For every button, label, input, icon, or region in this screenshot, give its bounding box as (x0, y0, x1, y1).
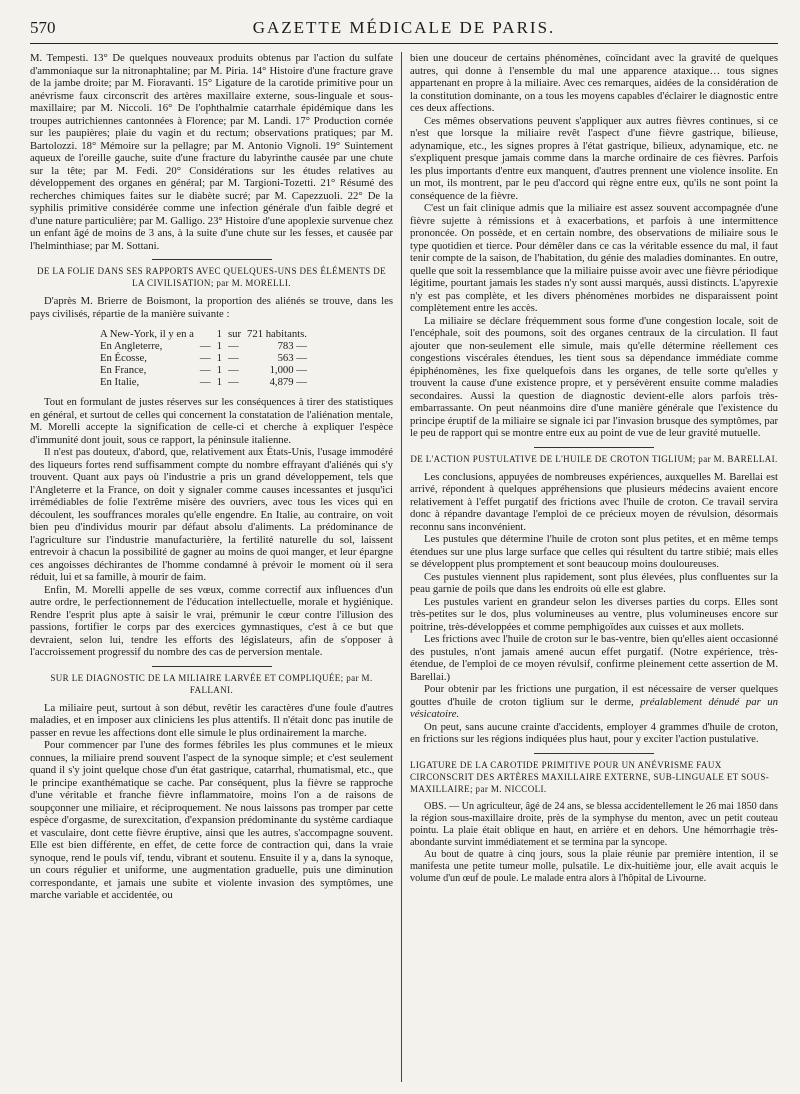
journal-title: GAZETTE MÉDICALE DE PARIS. (252, 18, 556, 37)
miliaire-paragraph-5: La miliaire se déclare fréquemment sous forme d'une congestion locale, soit de l'encéphale, soit des poumons, soit des organes centraux de la circulation. Il faut ajouter que non-seulement elle simule, mais qu'elle détermine réellement ces congestions viscérales étendues, les tient sous sa dépendance immédiate comme épiphénomènes, les fixe quelquefois dans les organes, de telle sorte qu'elles y trouvent la cause d'une existence propre, et y persévèrent ensuite comme maladies secondaires. Aussi la question de diagnostic devient-elle alors parfois très-embarrassante. On peut néanmoins dire d'une manière générale que l'existence du principe éruptif de la miliaire se signale ici par l'invasion brusque des symptômes, par le peu de rapport qui se montre entre eux au point de vue de leur gravité mutuelle. (410, 314, 778, 439)
statistics-cell-place: En Écosse, (100, 352, 147, 364)
croton-paragraph-7: On peut, sans aucune crainte d'accidents, employer 4 grammes d'huile de croton, en frictions sur les régions indiquées plus haut, pour y exciter l'action pustulative. (410, 720, 778, 745)
statistics-cell-one: 1 (216, 376, 222, 388)
miliaire-paragraph-4: C'est un fait clinique admis que la miliaire est assez souvent accompagnée d'une fièvre sujette à rémissions et à exacerbations, et parfois à une intermittence prononcée. On possède, et en certain nombre, des observations de miliaire sous le type quotidien et tierce. Pour démêler dans ce cas la véritable essence du mal, il faut tenir compte de la saison, de l'habitation, du génie des maladies dominantes. En outre, quelle que soit la ressemblance que la miliaire puisse avoir avec une fièvre périodique légitime, pourtant jamais les stades n'y sont aussi marqués, aussi distincts. L'apyrexie n'y est pas complète, et les divers phénomènes morbides ne disparaissent point complètement entre les accès. (410, 202, 778, 314)
observation-paragraph-1 (410, 801, 778, 849)
folie-paragraph-2: Tout en formulant de justes réserves sur les conséquences à tirer des statistiques en général, et surtout de celles qui concernent la constatation de l'aliénation mentale, M. Morelli accepte la signification de celle-ci et cherche à expliquer l'espèce d'immunité dont jouit, sous ce rapport, la péninsule italienne. (30, 396, 393, 446)
statistics-cell-sur: — (227, 376, 239, 388)
section-heading-miliaire: SUR LE DIAGNOSTIC DE LA MILIAIRE LARVÉE ET COMPLIQUÉE; par M. FALLANI. (50, 672, 373, 695)
statistics-cell-value: 4,879 — (269, 376, 307, 388)
right-column (410, 52, 778, 1090)
statistics-cell-place: A New-York, il y en a (100, 328, 194, 340)
observation-label: OBS. (424, 800, 447, 812)
statistics-cell-one: 1 (216, 328, 222, 340)
statistics-cell-one: 1 (216, 364, 222, 376)
statistics-cell-dash: — (199, 352, 211, 364)
page-header (30, 14, 778, 44)
statistics-cell-one: 1 (216, 340, 222, 352)
croton-paragraph-4: Les pustules varient en grandeur selon les diverses parties du corps. Elles sont très-petites sur le dos, plus volumineuses au ventre, plus volumineuses encore sur poitrine, très-développées et comme pemphigoïdes aux cuisses et aux mollets. (410, 595, 778, 633)
croton-paragraph-2: Les pustules que détermine l'huile de croton sont plus petites, et en même temps étendues sur une plus large surface que celles qui résultent du tartre stibié; mais elles se développent plus promptement et sont beaucoup moins douloureuses. (410, 533, 778, 570)
section-heading-ligature: LIGATURE DE LA CAROTIDE PRIMITIVE POUR UN ANÉVRISME FAUX CIRCONSCRIT DES ARTÈRES MAXILLAIRE EXTERNE, SUB-LINGUALE ET SOUS-MAXILLAIRE; par M. NICCOLI. (410, 759, 770, 794)
statistics-cell-dash (200, 328, 217, 340)
folie-paragraph-4: Enfin, M. Morelli appelle de ses vœux, comme correctif aux influences d'un autre ordre, le perfectionnement de l'éducation intellectuelle, morale et hygiénique. Rendre l'esprit plus apte à saisir le vrai, prémunir le cœur contre l'illusion des passions, fortifier le corps par des exercices gymnastiques, c'est à ce but que devraient, selon lui, tendre les efforts des législateurs, afin de s'opposer à l'accroissement progressif du nombre des cas de perversion mentale. (30, 583, 393, 658)
page-number: 570 (30, 18, 56, 37)
statistics-row (100, 352, 313, 364)
miliaire-paragraph-3: Ces mêmes observations peuvent s'appliquer aux autres fièvres continues, si ce n'est que lorsque la miliaire revêt l'aspect d'une fièvre gastrique, bilieuse, adynamique, etc., les signes propres à l'état gastrique, bilieux, adynamique, etc. ne s'expliquent presque jamais comme dans la marche ordinaire de ces fièvres. Parfois les plus importants d'entre eux manquent, d'autres prennent une violence insolite. En un mot, ils montrent, par le peu d'accord qui règne entre eux, qu'ils ne sont point la conséquence de la fièvre. (410, 114, 778, 202)
statistics-cell-place: En France, (100, 364, 147, 376)
statistics-cell-sur: — (227, 340, 239, 352)
statistics-cell-value: 1,000 — (269, 364, 307, 376)
statistics-cell-dash: — (199, 340, 211, 352)
croton-paragraph-3: Ces pustules viennent plus rapidement, sont plus élevées, plus confluentes sur la peau garnie de poils que dans les endroits où elle est glabre. (410, 570, 778, 595)
section-heading-croton: DE L'ACTION PUSTULATIVE DE L'HUILE DE CROTON TIGLIUM; par M. BARELLAI. (410, 453, 778, 464)
statistics-cell-value: 721 habitants. (247, 328, 307, 340)
miliaire-continuation: bien une douceur de certains phénomènes, coïncidant avec la gravité de quelques autres, qui donne à l'ensemble du mal une apparence ataxique… tous signes appartenant en propre à la miliaire. Avec ces remarques, aidées de la considération de la constitution dominante, on a tous les moyens capables d'éclairer le diagnostic entre ces deux affections. (410, 52, 778, 114)
observation-text: — Un agriculteur, âgé de 24 ans, se blessa accidentellement le 26 mai 1850 dans la région sous-maxillaire droite, près de la symphyse du menton, avec un petit couteau pointu. La plaie était oblique en haut, en arrière et en dehors. Une hémorrhagie très-abondante survint immédiatement et se termina par la syncope. (410, 800, 778, 848)
column-divider (401, 52, 402, 1082)
section-heading-folie: DE LA FOLIE DANS SES RAPPORTS AVEC QUELQUES-UNS DES ÉLÉMENTS DE LA CIVILISATION; par M. MORELLI. (36, 266, 387, 288)
statistics-row (100, 364, 313, 376)
section-rule (152, 259, 272, 260)
miliaire-paragraph-1: La miliaire peut, surtout à son début, revêtir les caractères d'une foule d'autres maladies, et en imposer aux cliniciens les plus attentifs. Il n'était donc pas inutile de passer en revue les affections dont elle simule le plus ordinairement la marche. (30, 701, 393, 739)
section-rule (152, 666, 272, 667)
statistics-cell-place: En Angleterre, (100, 340, 163, 352)
folie-intro: D'après M. Brierre de Boismont, la proportion des aliénés se trouve, dans les pays civilisés, répartie de la manière suivante : (30, 295, 393, 320)
statistics-cell-sur: — (227, 364, 239, 376)
statistics-row (100, 340, 313, 352)
statistics-cell-place: En Italie, (100, 376, 140, 388)
section-rule (534, 753, 654, 754)
publication-list: M. Tempesti. 13° De quelques nouveaux produits obtenus par l'action du sulfate d'ammoniaque sur la nitronaphtaline; par M. Piria. 14° Histoire d'une fracture grave de la jambe droite; par M. Fioravanti. 15° Ligature de la carotide primitive pour un anévrisme faux circonscrit des artères maxillaire externe, sous-linguale et sous-maxillaire; par M. Niccoli. 16° De l'ophthalmie catarrhale épidémique dans les troupes autrichiennes cantonnées à Florence; par M. Landi. 17° Production cornée sur les paupières; plaie du vagin et du rectum; observations pratiques; par M. Bartolozzi. 18° Mémoire sur la pellagre; par M. Antonio Vignoli. 19° Suintement aqueux de l'oreille gauche, suite d'une fracture du labyrinthe causée par une chute sur la tête; par M. Fedi. 20° Considérations sur les études relatives au développement des organes en général; par M. Targioni-Tozetti. 21° Résumé des recherches chimiques faites sur le diabète sucré; par M. Capezzuoli. 22° De la syphilis primitive considérée comme une infection générale d'un faible degré et d'une nature particulière; par M. Galligo. 23° Histoire d'une apoplexie survenue chez un enfant âgé de moins de 3 ans, à la suite d'une chute sur les fesses, et causée par l'helminthiase; par M. Sottani. (30, 52, 393, 252)
observation-block (410, 801, 778, 885)
statistics-cell-one: 1 (216, 352, 222, 364)
croton-p6-emphasis: préalablement dénudé par un vésicatoire. (410, 695, 778, 720)
croton-p6-text: Pour obtenir par les frictions une purgation, il est nécessaire de verser quelques gouttes d'huile de croton tiglium sur le derme, (410, 683, 778, 708)
section-rule (534, 447, 654, 448)
statistics-cell-sur: sur (227, 328, 241, 340)
statistics-cell-value: 783 — (277, 340, 307, 352)
croton-paragraph-6 (410, 683, 778, 721)
statistics-cell-value: 563 — (277, 352, 307, 364)
statistics-row (100, 328, 313, 340)
observation-paragraph-2: Au bout de quatre à cinq jours, sous la plaie réunie par première intention, il se manifesta une petite tumeur molle, pulsatile. Le dix-huitième jour, elle avait acquis le volume d'un œuf de poule. Le malade entra alors à l'hôpital de Livourne. (410, 848, 778, 884)
statistics-cell-sur: — (227, 352, 239, 364)
left-column (30, 52, 393, 1090)
miliaire-paragraph-2: Pour commencer par l'une des formes fébriles les plus communes et le mieux connues, la miliaire prend souvent l'aspect de la synoque simple; et c'est seulement quand il s'y joint quelque chose d'un état gastrique, catarrhal, rhumatismal, etc., que le principe exanthématique se cache. Par conséquent, plus la fièvre se rapproche d'une véritable et franche fièvre inflammatoire, moins l'on a de raisons de soupçonner une miliaire, et réciproquement. Ne nous laissons pas tromper par cette espèce d'orgasme, de surexcitation, d'expansion prédominante du système cardiaque et vasculaire, dont cette fièvre éruptive, ainsi que les autres, s'accompagne souvent. Elle est bien différente, en effet, de cette force de contraction qui, dans la vraie synoque, rend le pouls vif, tendu, vibrant et soutenu. Ensuite il y a, dans la synoque, un cours régulier et uniforme, une augmentation graduelle, puis une diminution correspondante, et jamais une subite et violente invasion des symptômes, une marche variable et accidentée, ou (30, 739, 393, 901)
statistics-row (100, 376, 313, 388)
statistics-cell-dash: — (199, 376, 211, 388)
folie-paragraph-3: Il n'est pas douteux, d'abord, que, relativement aux États-Unis, l'usage immodéré des liqueurs fortes rend suffisamment compte du nombre effrayant d'aliénés qui s'y trouvent. Quant aux pays où l'industrie a pris un grand développement, tels que l'Angleterre et la France, on doit y signaler comme causes incessantes et jusqu'ici irrémédiables de folie l'extrême misère des ouvriers, avec tous les vices qui en découlent, les souffrances morales qu'elle engendre. En Italie, au contraire, on voit bien peu d'individus mourir par défaut absolu d'aliments. La prédominance de l'agriculture sur l'industrie manufacturière, la fertilité naturelle du sol, laissent entrevoir à chacun la possibilité de gagner au moins de quoi manger, et leur épargne ces angoisses déchirantes de l'homme condamné à prévoir le moment où il sera réduit, lui et sa famille, à mourir de faim. (30, 446, 393, 583)
croton-paragraph-1: Les conclusions, appuyées de nombreuses expériences, auxquelles M. Barellai est arrivé, répondent à quelques appréhensions que plusieurs médecins avaient encore relativement à l'effet purgatif des frictions avec l'huile de croton. Ce travail servira donc à répandre davantage l'emploi de ce précieux moyen de révulsion, désormais reconnu sans inconvénient. (410, 470, 778, 533)
statistics-cell-dash: — (199, 364, 211, 376)
header-rule (30, 43, 778, 44)
insanity-statistics-table (100, 328, 313, 388)
croton-paragraph-5: Les frictions avec l'huile de croton sur le bas-ventre, bien qu'elles aient occasionné des pustules, n'ont jamais amené aucun effet purgatif. (Notre expérience, très-étendue, de l'emploi de ce moyen révulsif, confirme pleinement cette assertion de M. Barellai.) (410, 633, 778, 683)
